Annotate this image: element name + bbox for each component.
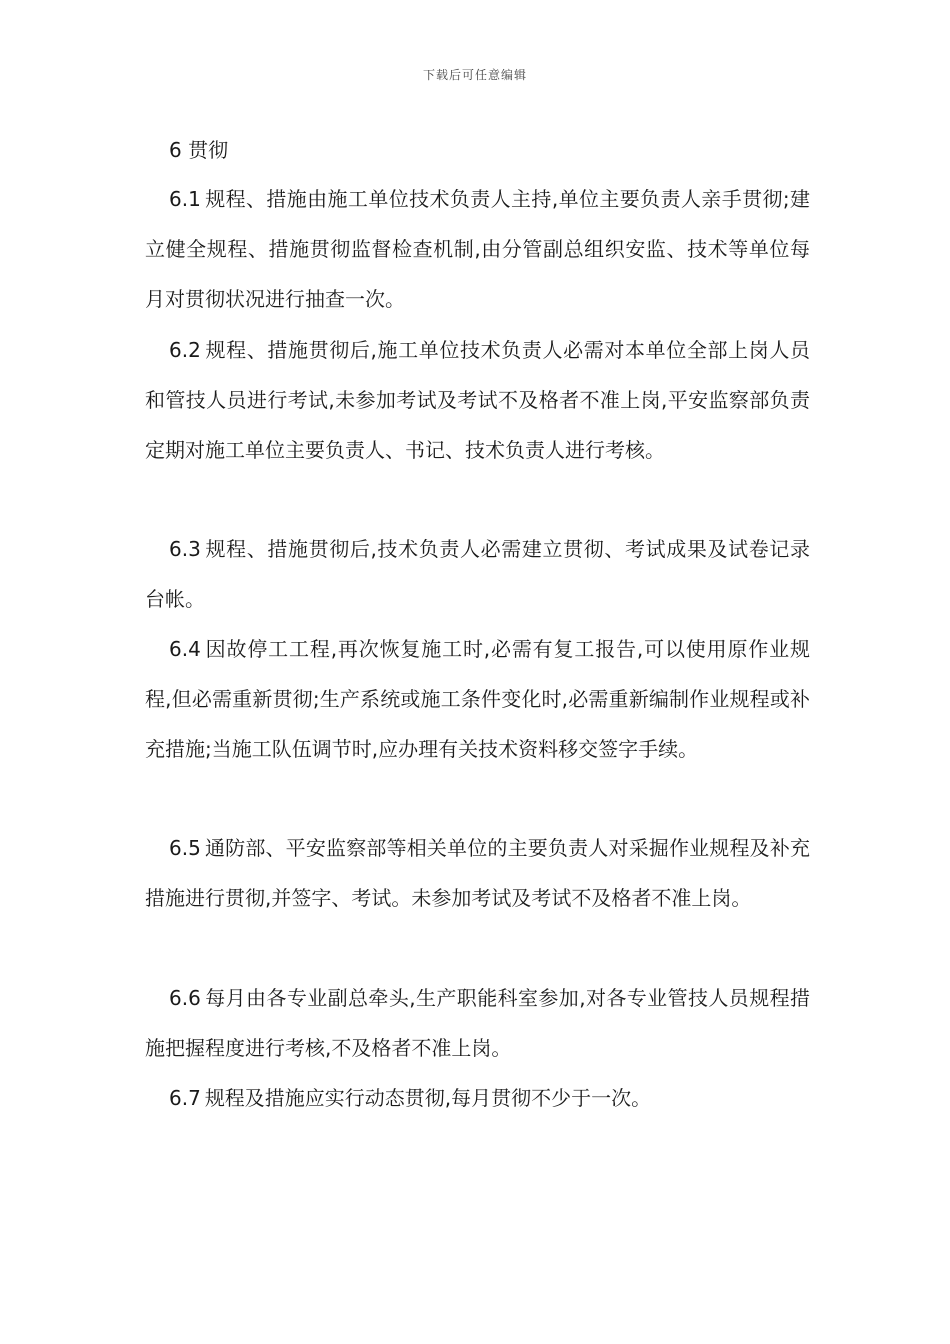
clause-text: 规程、措施贯彻后,技术负责人必需建立贯彻、考试成果及试卷记录台帐。 <box>145 537 810 611</box>
clause-number: 6.6 <box>169 986 201 1010</box>
paragraph-6-2 <box>145 325 810 475</box>
clause-text: 每月由各专业副总牵头,生产职能科室参加,对各专业管技人员规程措施把握程度进行考核,不及格者不准上岗。 <box>145 986 810 1060</box>
section-heading: 6 贯彻 <box>169 138 229 162</box>
page-header: 下载后可任意编辑 <box>422 68 527 82</box>
clause-text: 规程、措施贯彻后,施工单位技术负责人必需对本单位全部上岗人员和管技人员进行考试,未参加考试及考试不及格者不准上岗,平安监察部负责定期对施工单位主要负责人、书记、技术负责人进行考核。 <box>145 338 810 462</box>
clause-number: 6.7 <box>169 1086 201 1110</box>
clause-number: 6.4 <box>169 637 201 661</box>
clause-number: 6.1 <box>169 187 201 211</box>
clause-text: 规程、措施由施工单位技术负责人主持,单位主要负责人亲手贯彻;建立健全规程、措施贯彻监督检查机制,由分管副总组织安监、技术等单位每月对贯彻状况进行抽查一次。 <box>145 187 810 311</box>
paragraph-6-4 <box>145 624 810 774</box>
paragraph-6-5 <box>145 823 810 923</box>
clause-number: 6.2 <box>169 338 201 362</box>
clause-text: 因故停工工程,再次恢复施工时,必需有复工报告,可以使用原作业规程,但必需重新贯彻;生产系统或施工条件变化时,必需重新编制作业规程或补充措施;当施工队伍调节时,应办理有关技术资料移交签字手续。 <box>145 637 810 761</box>
clause-number: 6.5 <box>169 836 201 860</box>
paragraph-6-1 <box>145 174 810 324</box>
paragraph-6-7 <box>145 1073 810 1123</box>
paragraph-6-3 <box>145 524 810 624</box>
clause-number: 6.3 <box>169 537 201 561</box>
clause-text: 通防部、平安监察部等相关单位的主要负责人对采掘作业规程及补充措施进行贯彻,并签字、考试。未参加考试及考试不及格者不准上岗。 <box>145 836 810 910</box>
clause-text: 规程及措施应实行动态贯彻,每月贯彻不少于一次。 <box>204 1086 652 1110</box>
paragraph-6-6 <box>145 973 810 1073</box>
